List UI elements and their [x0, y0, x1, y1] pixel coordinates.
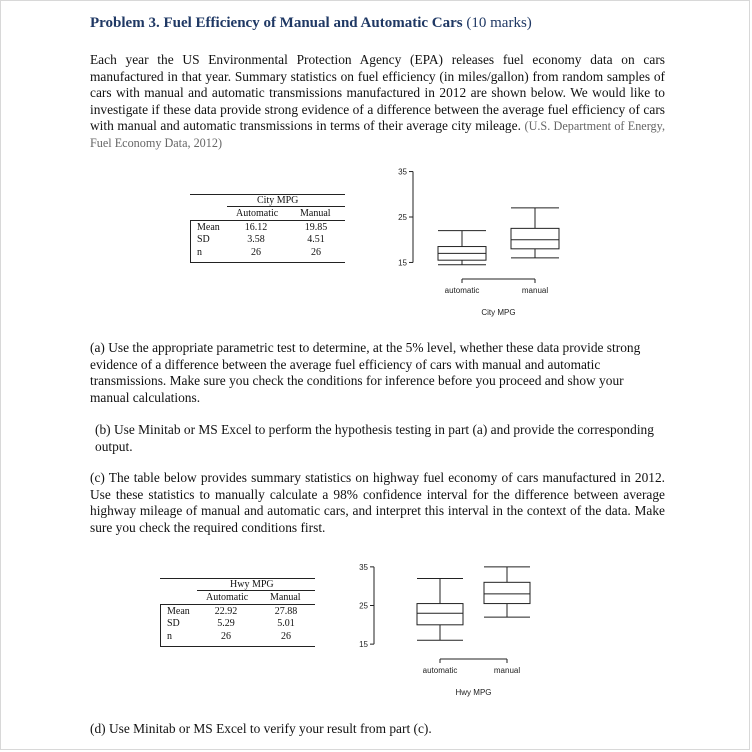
city-table-title: City MPG	[257, 195, 299, 206]
intro-paragraph	[90, 52, 665, 152]
box-manual	[484, 582, 530, 603]
y-tick-label: 15	[359, 640, 368, 650]
city-cell: 26	[311, 247, 321, 258]
hwy-row-label: n	[167, 631, 172, 642]
part-b-paragraph: (b) Use Minitab or MS Excel to perform the hypothesis testing in part (a) and provide the corresponding output.	[95, 422, 654, 454]
hwy-row-label: Mean	[167, 606, 190, 617]
city-cell: 19.85	[304, 222, 328, 233]
city-row-label: Mean	[197, 222, 220, 233]
y-tick-label: 35	[359, 562, 368, 572]
hwy-cell: 5.29	[217, 618, 235, 629]
hwy-table-title: Hwy MPG	[230, 579, 274, 590]
y-tick-label: 25	[359, 601, 368, 611]
city-row-label: n	[197, 247, 202, 258]
city-row-label: SD	[197, 234, 210, 245]
city-cell: 16.12	[244, 222, 268, 233]
x-tick-label: manual	[493, 666, 521, 675]
hwy-mpg-boxplot	[359, 555, 565, 705]
city-cell: 26	[251, 247, 261, 258]
problem-marks: (10 marks)	[466, 15, 532, 31]
part-c-paragraph: (c) The table below provides summary statistics on highway fuel economy of cars manufactured in 2012. Use these statistics to manually calculate a 98% confidence interval for the difference between average highway mileage of manual and automatic cars, and interpret this interval in the context of the data. Make sure you check the required conditions first.	[90, 470, 665, 535]
hwy-cell: 22.92	[214, 606, 238, 617]
box-manual	[511, 228, 559, 248]
intro-citation: (U.S. Department of Energy, Fuel Economy Data, 2012)	[90, 119, 665, 150]
hwy-cell: 26	[281, 631, 291, 642]
y-tick-label: 35	[398, 167, 407, 177]
city-stats-table	[190, 192, 345, 262]
city-col-manual: Manual	[300, 208, 331, 219]
intro-text: Each year the US Environmental Protection Agency (EPA) releases fuel economy data on cars manufactured in that year. Summary statistics on fuel efficiency (in miles/gallon) from random samples of cars with manual and automatic transmissions manufactured in 2012 are shown below. We would like to investigate if these data provide strong evidence of a difference between the average fuel efficiency of cars with manual and automatic transmissions in terms of their average city mileage.	[90, 52, 665, 134]
hwy-stats-table	[160, 576, 315, 646]
x-tick-label: manual	[521, 286, 549, 295]
part-d-paragraph: (d) Use Minitab or MS Excel to verify your result from part (c).	[90, 721, 432, 736]
y-tick-label: 25	[398, 213, 407, 222]
hwy-row-label: SD	[167, 618, 180, 629]
city-cell: 4.51	[307, 234, 325, 245]
city-mpg-boxplot	[395, 165, 595, 325]
hwy-cell: 5.01	[277, 618, 295, 629]
x-tick-label: automatic	[422, 666, 458, 675]
x-tick-label: automatic	[444, 286, 480, 295]
part-a-paragraph: (a) Use the appropriate parametric test to determine, at the 5% level, whether these data provide strong evidence of a difference between the average fuel efficiency of cars with manual and automatic transmissions. Make sure you check the conditions for inference before you proceed and show your manual calculations.	[90, 340, 641, 405]
hwy-col-manual: Manual	[270, 592, 301, 603]
y-tick-label: 15	[398, 258, 407, 268]
hwy-col-automatic: Automatic	[206, 592, 249, 603]
problem-title	[90, 15, 532, 32]
city-cell: 3.58	[247, 234, 265, 245]
hwy-cell: 27.88	[274, 606, 298, 617]
box-automatic	[417, 604, 463, 625]
problem-title-text: Problem 3. Fuel Efficiency of Manual and Automatic Cars	[90, 15, 463, 31]
hwy-cell: 26	[221, 631, 231, 642]
x-axis-label: Hwy MPG	[455, 688, 492, 697]
city-col-automatic: Automatic	[236, 208, 279, 219]
x-axis-label: City MPG	[481, 308, 516, 317]
